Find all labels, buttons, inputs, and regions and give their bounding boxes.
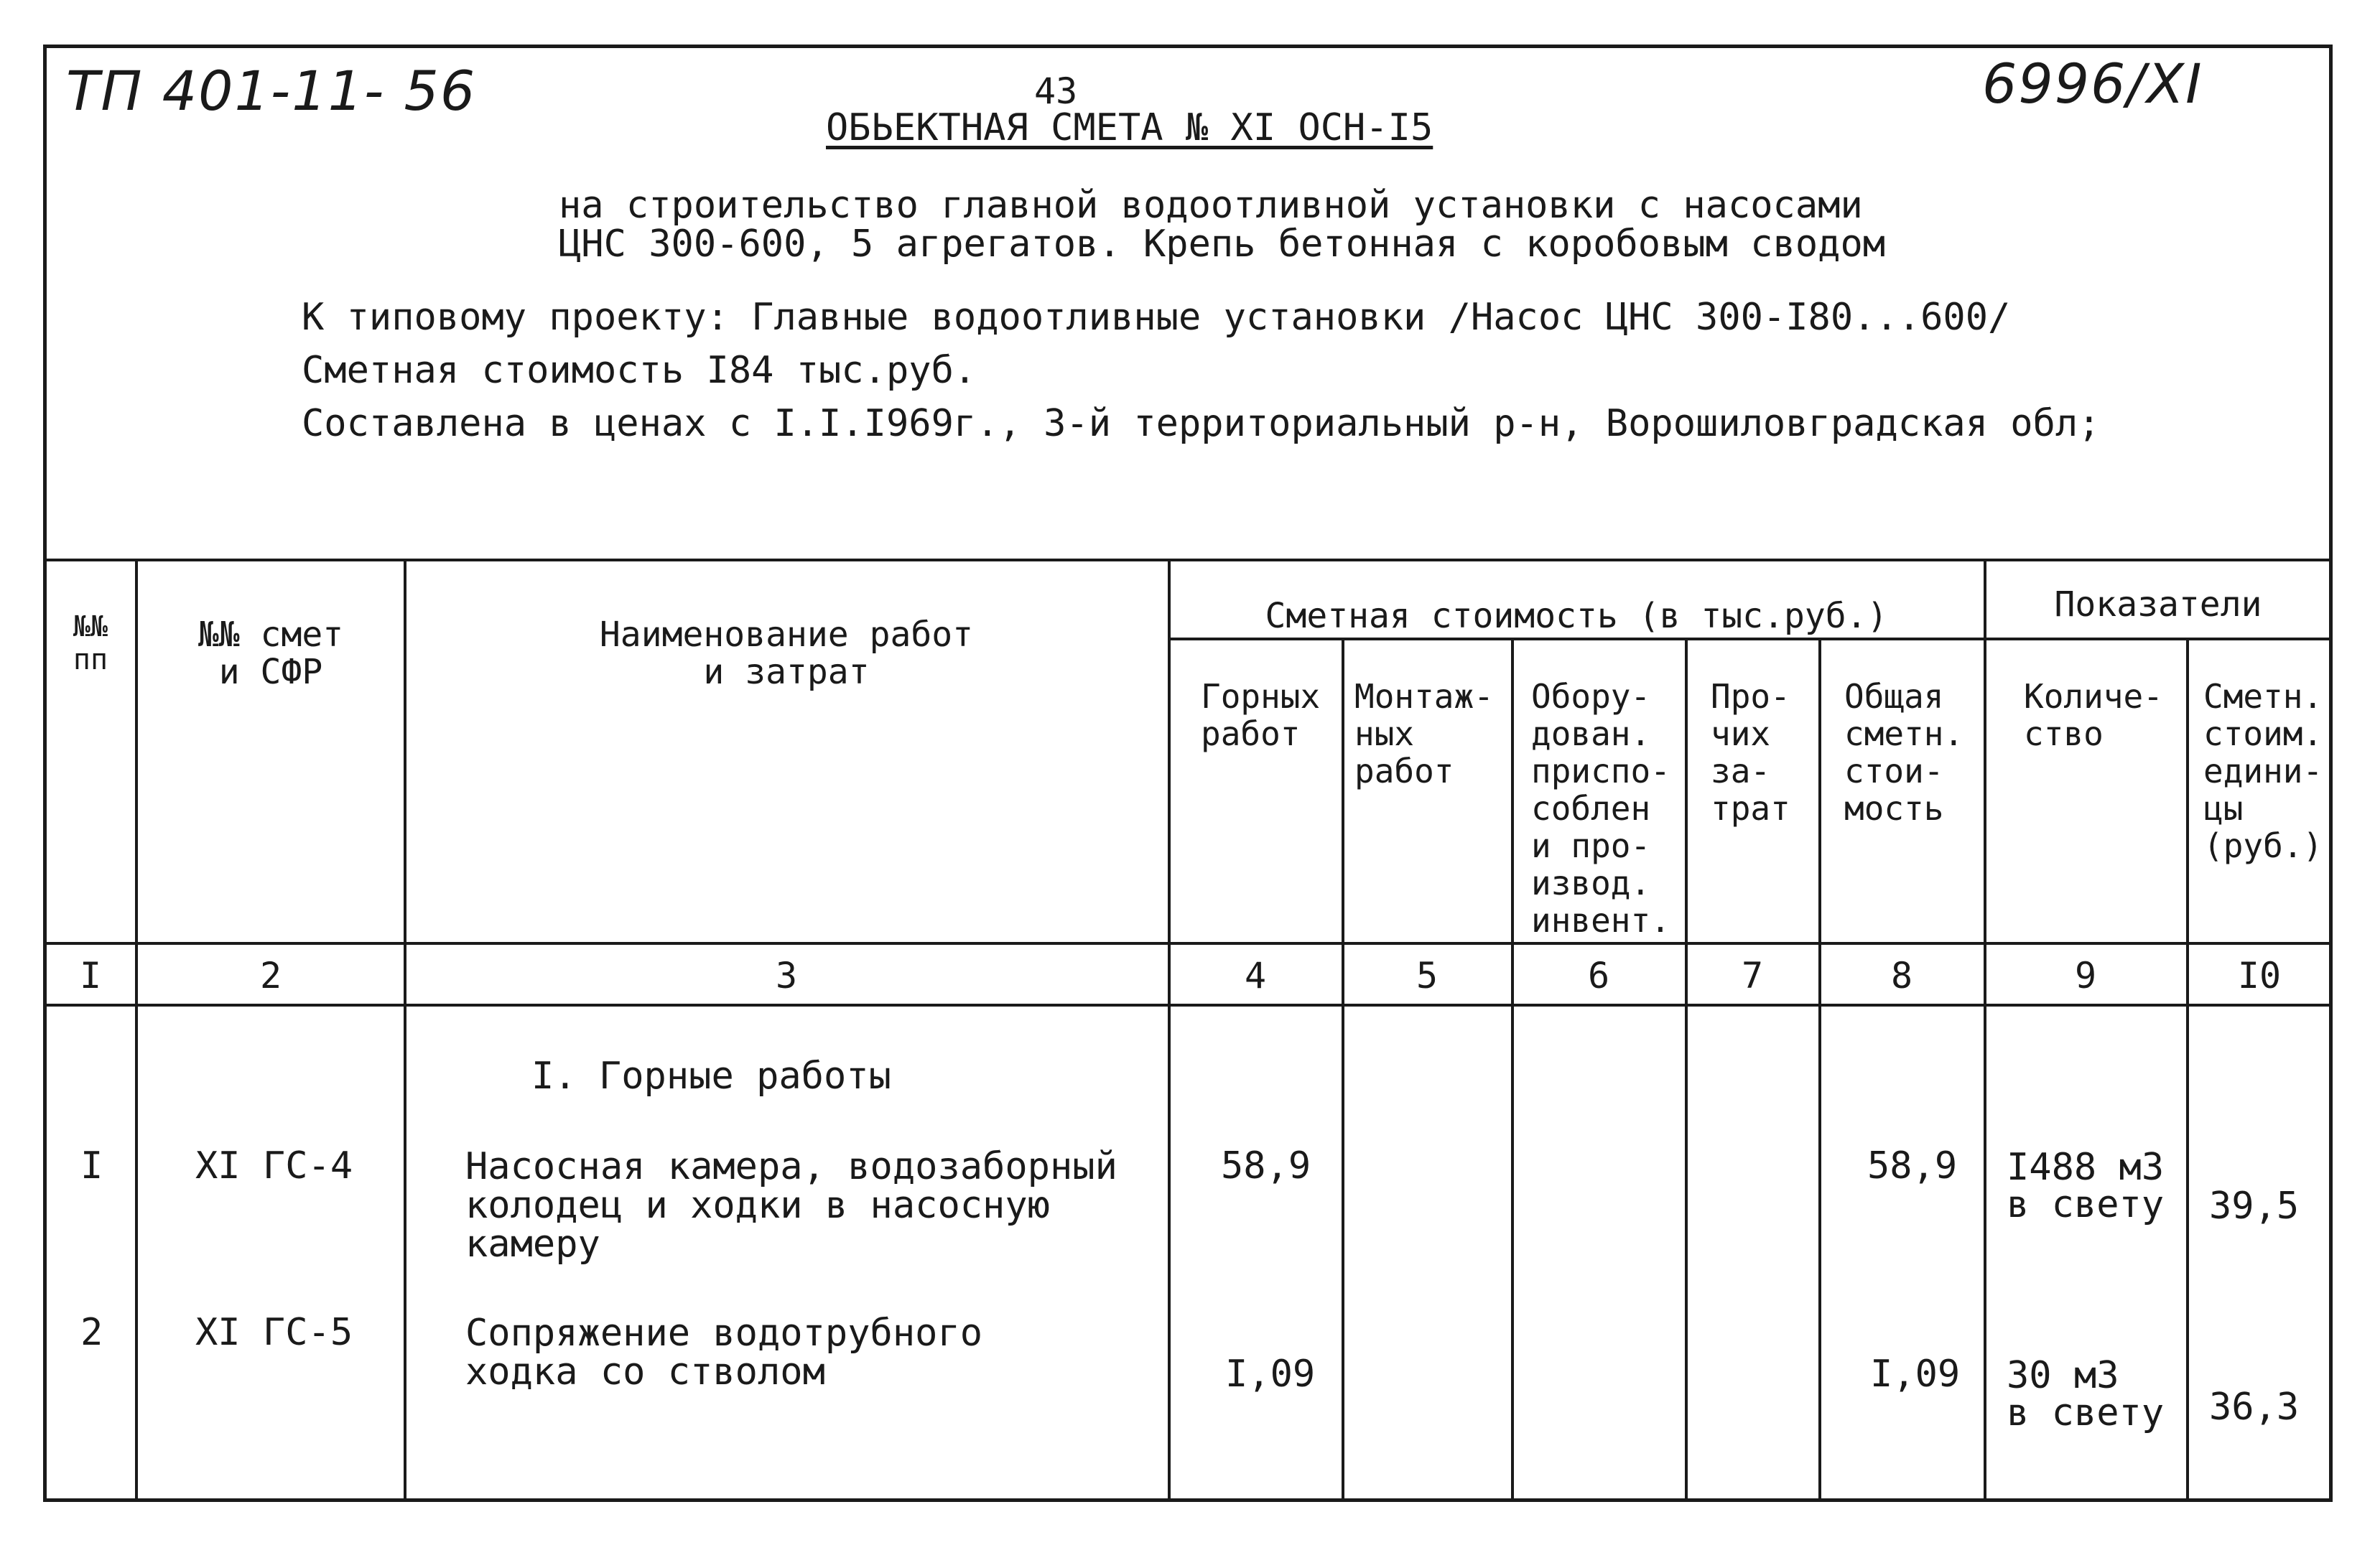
row-estimate-code: XI ГС-4 — [195, 1144, 353, 1187]
section-heading: I. Горные работы — [531, 1055, 891, 1098]
header-indicators-group: Показатели — [2054, 584, 2262, 625]
handwritten-project-ref: ТП 401-11- 56 — [66, 59, 477, 123]
col-number-9: 9 — [2074, 955, 2097, 997]
col-divider-6 — [1685, 638, 1688, 1502]
row-quantity: I488 м3 в свету — [2007, 1146, 2165, 1226]
subtitle-line-2: ЦНС 300-600, 5 агрегатов. Крепь бетонная с коробовым сводом — [559, 223, 1886, 266]
project-reference: К типовому проекту: Главные водоотливные установки /Насос ЦНС 300-I80...600/ — [302, 296, 2011, 339]
header-equipment: Обору- дован. приспо- соблен и про- извод. инвент. — [1531, 677, 1670, 940]
row-total-cost: I,09 — [1870, 1353, 1961, 1396]
row-mining-cost: 58,9 — [1221, 1144, 1311, 1187]
header-cost-group: Сметная стоимость (в тыс.руб.) — [1265, 596, 1888, 636]
col-divider-9 — [2186, 638, 2189, 1502]
col-divider-4 — [1342, 638, 1344, 1502]
colnum-bottom-rule — [43, 1004, 2333, 1007]
col-number-6: 6 — [1587, 955, 1610, 997]
col-number-2: 2 — [259, 955, 282, 997]
col-number-3: 3 — [775, 955, 798, 997]
table-top-rule — [43, 559, 2333, 561]
col-divider-8 — [1984, 559, 1986, 1502]
subtitle-line-1: на строительство главной водоотливной установки с насосами — [559, 184, 1863, 227]
document-title: ОБЬЕКТНАЯ СМЕТА № XI ОСН-I5 — [826, 106, 1433, 149]
col-number-8: 8 — [1890, 955, 1913, 997]
header-total-cost: Общая сметн. стои- мость — [1844, 677, 1964, 828]
col-number-4: 4 — [1244, 955, 1267, 997]
row-unit-cost: 39,5 — [2209, 1185, 2300, 1228]
header-work-name: Наименование работ и затрат — [599, 615, 974, 692]
col-divider-2 — [404, 559, 406, 1502]
page-number: 43 — [1034, 70, 1078, 112]
header-quantity: Количе- ство — [2024, 677, 2163, 753]
header-row-number: №№ пп — [73, 610, 108, 676]
col-number-1: I — [79, 955, 102, 997]
row-unit-cost: 36,3 — [2209, 1386, 2300, 1429]
header-mining-works: Горных работ — [1201, 677, 1321, 753]
row-quantity: 30 м3 в свету — [2007, 1354, 2165, 1434]
estimated-cost: Сметная стоимость I84 тыс.руб. — [302, 349, 977, 392]
header-other-costs: Про- чих за- трат — [1711, 677, 1790, 828]
row-work-name: Сопряжение водотрубного ходка со стволом — [465, 1312, 983, 1394]
header-estimate-code: №№ смет и СФР — [197, 615, 344, 692]
row-mining-cost: I,09 — [1225, 1353, 1316, 1396]
header-installation-works: Монтаж- ных работ — [1354, 677, 1494, 790]
col-divider-7 — [1818, 638, 1821, 1502]
row-estimate-code: XI ГС-5 — [195, 1311, 353, 1354]
row-number: I — [80, 1144, 103, 1187]
row-number: 2 — [80, 1311, 103, 1354]
col-number-5: 5 — [1416, 955, 1439, 997]
col-number-7: 7 — [1741, 955, 1764, 997]
col-number-10: I0 — [2237, 955, 2282, 997]
handwritten-archive-ref: 6996/XI — [1982, 52, 2203, 116]
row-work-name: Насосная камера, водозаборный колодец и ходки в насосную камеру — [465, 1145, 1117, 1266]
row-total-cost: 58,9 — [1867, 1144, 1958, 1187]
col-divider-1 — [135, 559, 138, 1502]
col-divider-5 — [1511, 638, 1514, 1502]
col-divider-3 — [1168, 559, 1171, 1502]
pricing-basis: Составлена в ценах с I.I.I969г., 3-й территориальный р-н, Ворошиловградская обл; — [302, 402, 2101, 445]
header-bottom-rule — [43, 942, 2333, 945]
header-unit-cost: Сметн. стоим. едини- цы (руб.) — [2203, 677, 2323, 865]
